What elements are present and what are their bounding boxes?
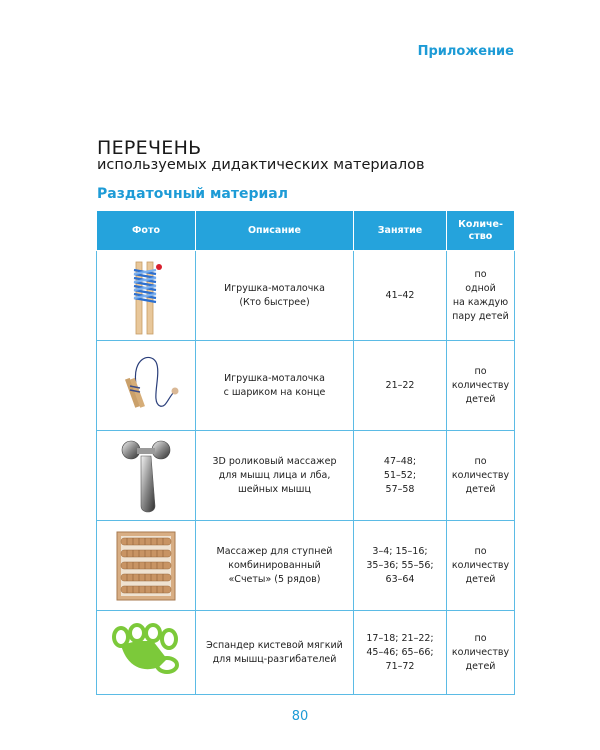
quantity-cell: по количеству детей bbox=[447, 521, 515, 611]
table-header-row bbox=[97, 211, 515, 251]
column-header-description: Описание bbox=[196, 211, 354, 251]
description-cell: Игрушка-моталочка (Кто быстрее) bbox=[196, 251, 354, 341]
table-row bbox=[97, 431, 515, 521]
description-cell: Игрушка-моталочка с шариком на конце bbox=[196, 341, 354, 431]
quantity-cell: по одной на каждую пару детей bbox=[447, 251, 515, 341]
column-header-photo: Фото bbox=[97, 211, 196, 251]
description-cell: 3D роликовый массажер для мышц лица и лба, шейных мышц bbox=[196, 431, 354, 521]
lesson-cell: 3–4; 15–16; 35–36; 55–56; 63–64 bbox=[354, 521, 447, 611]
section-title: Раздаточный материал bbox=[97, 186, 288, 202]
lesson-cell: 47–48; 51–52; 57–58 bbox=[354, 431, 447, 521]
table-row bbox=[97, 521, 515, 611]
table-row bbox=[97, 251, 515, 341]
appendix-label: Приложение bbox=[417, 44, 514, 59]
foot-massager-icon bbox=[113, 528, 179, 604]
photo-cell bbox=[97, 431, 196, 521]
description-cell: Массажер для ступней комбинированный «Счеты» (5 рядов) bbox=[196, 521, 354, 611]
roller-massager-icon bbox=[111, 436, 181, 516]
page-subtitle: используемых дидактических материалов bbox=[97, 157, 425, 173]
hand-expander-icon bbox=[109, 623, 183, 683]
page-title: ПЕРЕЧЕНЬ bbox=[97, 137, 202, 159]
quantity-cell: по количеству детей bbox=[447, 431, 515, 521]
page-number: 80 bbox=[291, 709, 309, 724]
column-header-quantity: Количе- ство bbox=[447, 211, 515, 251]
lesson-cell: 21–22 bbox=[354, 341, 447, 431]
table-row bbox=[97, 611, 515, 695]
lesson-cell: 17–18; 21–22; 45–46; 65–66; 71–72 bbox=[354, 611, 447, 695]
photo-cell bbox=[97, 251, 196, 341]
ball-clapper-toy-icon bbox=[106, 348, 186, 423]
photo-cell bbox=[97, 341, 196, 431]
column-header-lesson: Занятие bbox=[354, 211, 447, 251]
clapper-toy-icon bbox=[116, 256, 176, 336]
photo-cell bbox=[97, 611, 196, 695]
lesson-cell: 41–42 bbox=[354, 251, 447, 341]
table-row bbox=[97, 341, 515, 431]
materials-table bbox=[96, 210, 515, 695]
description-cell: Эспандер кистевой мягкий для мышц-разгибателей bbox=[196, 611, 354, 695]
photo-cell bbox=[97, 521, 196, 611]
quantity-cell: по количеству детей bbox=[447, 611, 515, 695]
quantity-cell: по количеству детей bbox=[447, 341, 515, 431]
